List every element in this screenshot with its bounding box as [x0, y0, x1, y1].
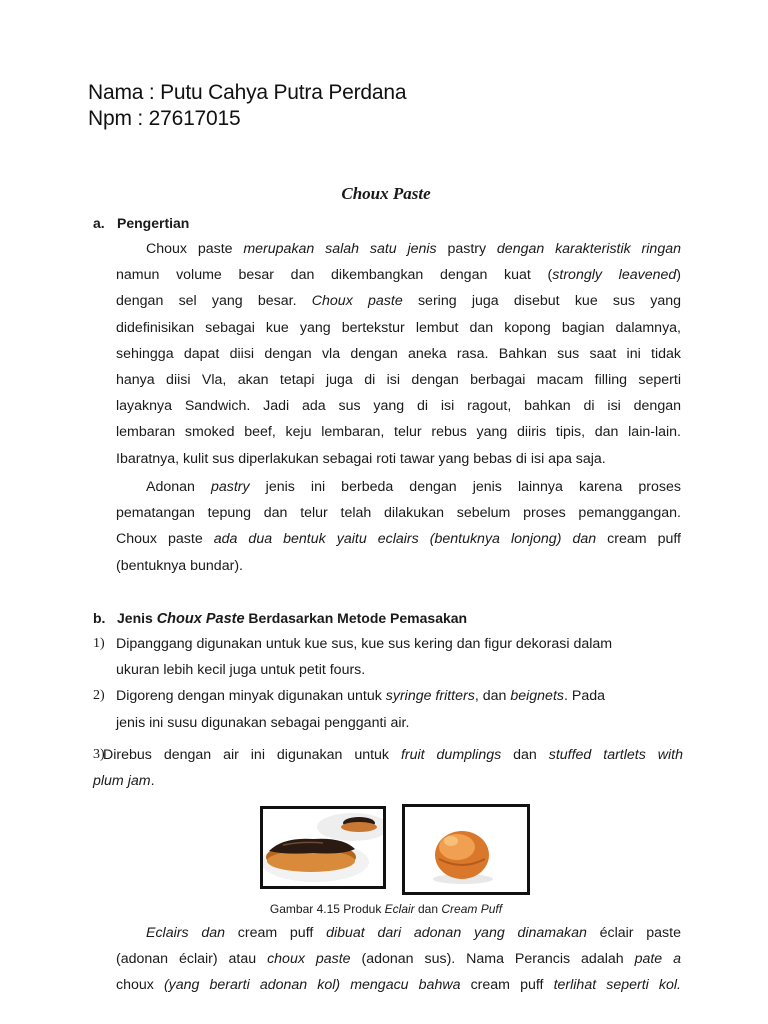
italic-term: pastry	[210, 479, 250, 495]
caption-eclair: Eclair	[384, 902, 415, 916]
method-list	[93, 631, 683, 794]
italic-term: syringe fritters	[385, 688, 475, 705]
cream-puff-photo	[402, 804, 530, 895]
figure-caption	[0, 902, 768, 916]
method-list-item	[93, 631, 683, 683]
italic-term: dengan karakteristik ringan	[486, 241, 681, 257]
list-item-text	[116, 683, 683, 735]
text-segment: jenis ini susu digunakan sebagai pengganti air.	[116, 714, 410, 731]
section-a-label: a.	[93, 215, 105, 231]
text-line	[116, 657, 683, 683]
section-a-heading: Pengertian	[117, 215, 190, 231]
text-line	[116, 341, 681, 367]
text-line	[116, 683, 683, 709]
list-item-text	[116, 631, 683, 683]
text-segment: . Pada	[563, 688, 606, 705]
section-b-label: b.	[93, 610, 106, 626]
text-segment: pastry	[447, 241, 487, 257]
page-title: Choux Paste	[341, 184, 431, 203]
text-line	[116, 446, 681, 472]
text-segment: Direbus dengan air ini digunakan untuk	[103, 746, 401, 763]
italic-term: choux paste	[267, 951, 351, 968]
italic-term: ada dua bentuk yaitu eclairs (bentuknya lonjong) dan	[202, 531, 608, 548]
text-segment: Ibaratnya, kulit sus diperlakukan sebagai roti tawar yang bebas di isi apa saja.	[116, 450, 606, 467]
text-line	[103, 742, 683, 768]
text-line	[116, 262, 681, 288]
text-segment: cream puff	[237, 925, 314, 941]
text-line	[116, 946, 681, 972]
list-item-text	[93, 742, 683, 794]
italic-term: Choux paste	[311, 293, 403, 310]
text-segment: (bentuknya bundar).	[116, 557, 243, 574]
closing-paragraph	[116, 920, 681, 999]
caption-cream-puff: Cream Puff	[441, 902, 503, 916]
list-number: 2)	[93, 688, 105, 704]
text-segment: ukuran lebih kecil juga untuk petit fours.	[116, 662, 366, 679]
method-list-item	[93, 742, 683, 794]
text-line	[116, 393, 681, 419]
italic-term: terlihat seperti kol.	[543, 977, 681, 994]
text-line	[116, 920, 681, 946]
eclair-photo	[260, 806, 386, 889]
student-npm: Npm : 27617015	[88, 107, 241, 130]
text-segment: choux	[116, 977, 154, 994]
italic-term: dibuat dari adonan yang dinamakan	[313, 925, 600, 941]
eclair-image	[263, 809, 383, 886]
text-segment: Choux paste	[146, 241, 233, 257]
text-segment: cream puff	[470, 977, 544, 994]
italic-term: (yang berarti adonan kol) mengacu bahwa	[153, 977, 471, 994]
italic-term: fruit dumplings	[400, 746, 502, 763]
text-segment: Adonan	[146, 479, 211, 495]
text-line	[116, 367, 681, 393]
text-segment: sehingga dapat diisi dengan vla dengan aneka rasa. Bahkan sus saat ini tidak	[116, 345, 681, 362]
text-line	[116, 419, 681, 445]
definition-paragraph	[116, 236, 681, 472]
method-list-item	[93, 683, 683, 735]
text-line	[116, 315, 681, 341]
text-segment: )	[676, 267, 681, 284]
section-b-heading-italic: Choux Paste	[156, 611, 245, 627]
text-line	[116, 474, 681, 500]
text-segment: dengan sel yang besar.	[116, 293, 312, 310]
text-segment: dan	[501, 746, 549, 763]
text-segment: cream puff	[607, 531, 681, 548]
text-segment: layaknya Sandwich. Jadi ada sus yang di isi ragout, bahkan di isi dengan	[116, 398, 681, 415]
text-segment: .	[150, 773, 155, 790]
cream-puff-image	[405, 807, 527, 892]
text-segment: jenis ini berbeda dengan jenis lainnya karena proses	[249, 479, 682, 495]
section-b-heading-pre: Jenis	[117, 610, 157, 626]
caption-mid: dan	[414, 902, 442, 916]
section-b-heading-post: Berdasarkan Metode Pemasakan	[244, 610, 468, 626]
text-segment: didefinisikan sebagai kue yang bertekstur lembut dan kopong bagian dalamnya,	[116, 319, 681, 336]
text-segment: hanya diisi Vla, akan tetapi juga di isi dengan berbagai macam filling seperti	[116, 372, 681, 389]
list-number: 1)	[93, 636, 105, 651]
text-line	[116, 288, 681, 314]
text-line	[116, 710, 683, 736]
text-line	[116, 972, 681, 998]
text-segment: Digoreng dengan minyak digunakan untuk	[116, 688, 386, 705]
text-segment: sering juga disebut kue sus yang	[402, 293, 681, 310]
text-segment: , dan	[474, 688, 511, 705]
italic-term: pate a	[634, 951, 682, 968]
pastry-paragraph	[116, 474, 681, 579]
text-segment: (adonan sus). Nama Perancis adalah	[350, 951, 635, 968]
text-line	[116, 236, 681, 262]
text-segment: lembaran smoked beef, keju lembaran, telur rebus yang diiris tipis, dan lain-lain.	[116, 424, 681, 441]
italic-term: dan	[188, 925, 238, 941]
text-segment: Dipanggang digunakan untuk kue sus, kue sus kering dan figur dekorasi dalam	[116, 636, 613, 652]
text-segment: pematangan tepung dan telur telah dilakukan sebelum proses pemanggangan.	[116, 505, 681, 522]
italic-term: strongly leavened	[552, 267, 677, 284]
section-b-heading	[117, 610, 467, 627]
text-segment: (adonan éclair) atau	[116, 951, 268, 968]
text-segment: Eclairs	[146, 925, 189, 941]
italic-term: merupakan salah satu jenis	[232, 241, 448, 257]
text-segment: éclair paste	[599, 925, 681, 941]
text-line	[116, 526, 681, 552]
italic-term: beignets	[510, 688, 564, 705]
text-line	[116, 553, 681, 579]
text-segment: namun volume besar dan dikembangkan dengan kuat (	[116, 267, 553, 284]
italic-term: stuffed tartlets with	[548, 746, 683, 763]
text-line	[116, 500, 681, 526]
text-line	[93, 768, 683, 794]
text-segment: Choux paste	[116, 531, 203, 548]
caption-pre: Gambar 4.15 Produk	[269, 902, 385, 916]
text-line	[116, 631, 683, 657]
student-name: Nama : Putu Cahya Putra Perdana	[88, 81, 407, 104]
list-number: 3)	[93, 746, 105, 762]
italic-term: plum jam	[93, 773, 151, 790]
